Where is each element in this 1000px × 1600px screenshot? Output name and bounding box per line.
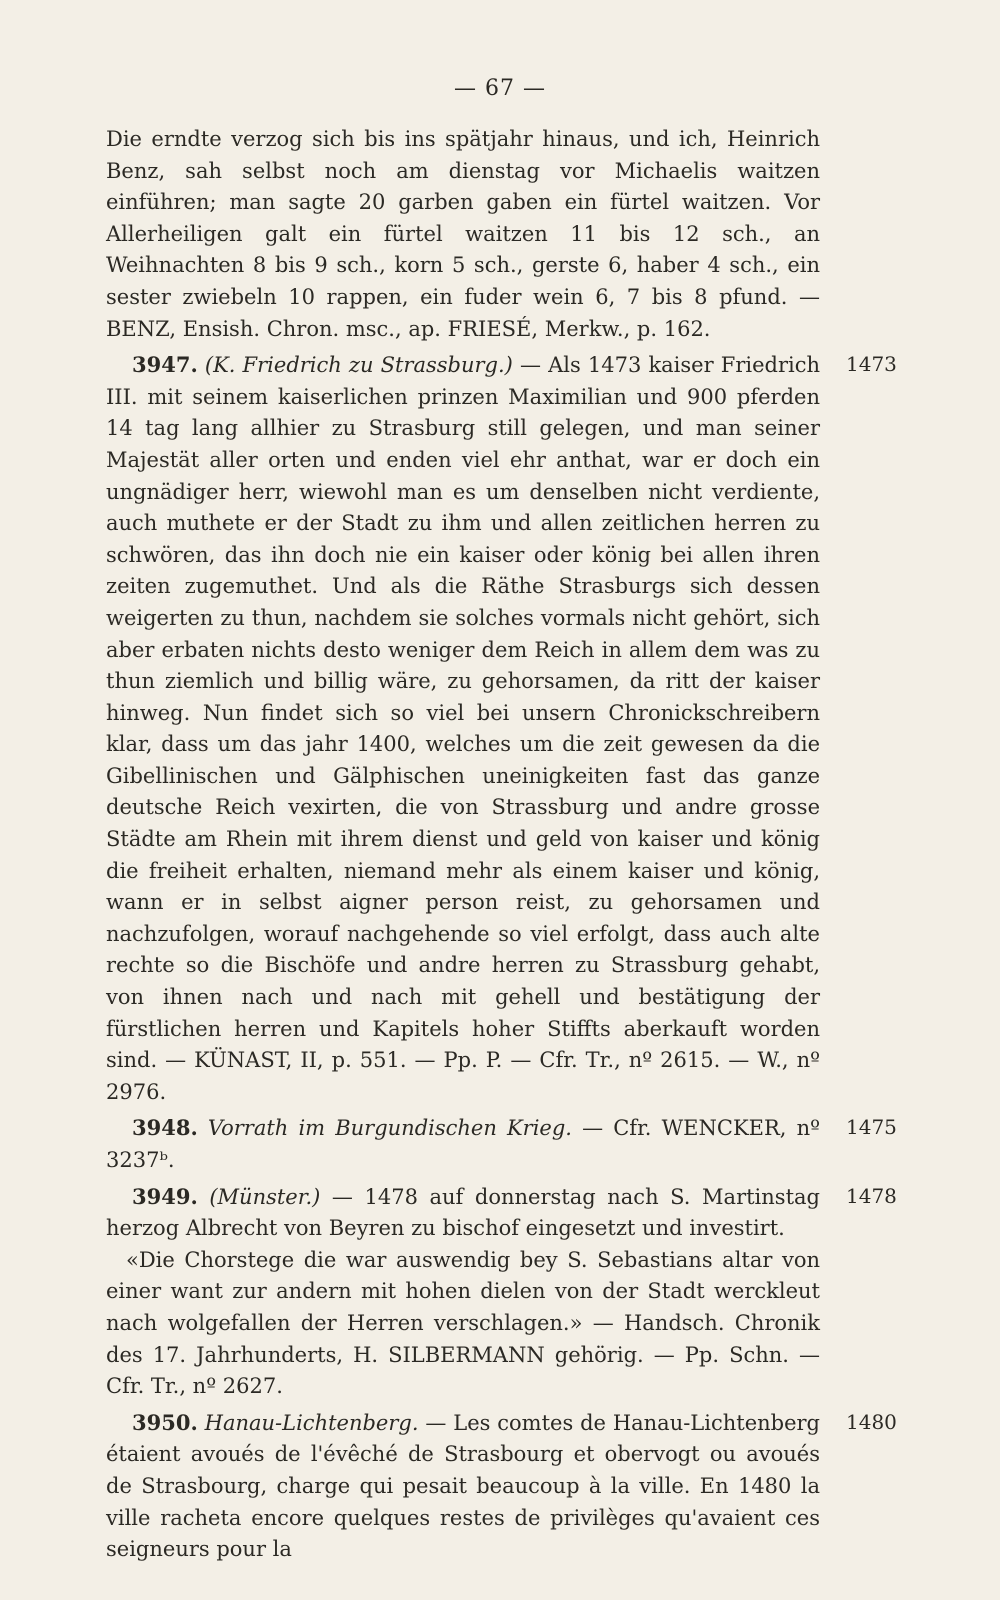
margin-year: 1480 [846,1409,897,1434]
entry-number: 3950. [132,1409,198,1435]
entry-number: 3948. [132,1115,198,1141]
entry-paragraph [106,1181,820,1245]
entry-paragraph [106,349,820,1108]
entry-number: 3947. [132,352,198,378]
entry-paragraph [106,1407,820,1566]
text-body [106,124,897,1566]
entry-heading: (K. Friedrich zu Strassburg.) [204,353,513,378]
entry-text: — Les comtes de Hanau-Lichtenberg étaient avoués de l'évêché de Strasbourg et obervogt ou avoués de Strasbourg, charge qui pesait beaucoup à la ville. En 1480 la ville racheta encore quelques restes de privilèges qu'avaient ces seigneurs pour la [106,1410,821,1562]
entry-3947 [106,349,897,1108]
entry-3950 [106,1407,897,1566]
margin-year: 1478 [846,1183,897,1208]
page-number: — 67 — [454,76,546,101]
entry-heading: (Münster.) [209,1184,321,1209]
entry-quote: «Die Chorstege die war auswendig bey S. Sebastians altar von einer want zur andern mit hohen dielen von der Stadt werckleut nach wolgefallen der Herren verschlagen.» — Handsch. Chronik des 17. Jahrhunderts, H. SILBERMANN gehörig. — Pp. Schn. — Cfr. Tr., nº 2627. [106,1247,820,1399]
entry-text: — 1478 auf donnerstag nach S. Martinstag herzog Albrecht von Beyren zu bischof eingesetzt und investirt. [106,1184,820,1241]
entry-paragraph [106,1112,820,1176]
entry-heading: Hanau-Lichtenberg. [204,1410,419,1435]
margin-year: 1473 [846,352,897,377]
entry-number: 3949. [132,1183,198,1209]
entry-heading: Vorrath im Burgundischen Krieg. [207,1116,572,1141]
entry-text: — Cfr. WENCKER, nº 3237ᵇ. [106,1116,820,1172]
entry-text: — Als 1473 kaiser Friedrich III. mit seinem kaiserlichen prinzen Maximilian und 900 pferden 14 tag lang allhier zu Strasburg still gelegen, und man seiner Majestät aller orten und enden viel ehr anthat, war er doch ein ungnädiger herr, wiewohl man es um denselben nicht verdiente, auch muthete er der Stadt zu ihm und allen zeitlichen herren zu schwören, das ihn doch nie ein kaiser oder könig bei allen ihren zeiten zugemuthet. Und als die Räthe Strasburgs sich dessen weigerten zu thun, nachdem sie solches vormals nicht gehört, sich aber erbaten nichts desto weniger dem Reich in allem dem was zu thun ziemlich und billig wäre, zu gehorsamen, da ritt der kaiser hinweg. Nun findet sich so viel bei unsern Chronickschreibern klar, dass um das jahr 1400, welches um die zeit gewesen da die Gibellinischen und Gälphischen uneinigkeiten fast das ganze deutsche Reich vexirten, die von Strassburg und andre grosse Städte am Rhein mit ihrem dienst und geld von kaiser und könig die freiheit erhalten, niemand mehr als einem kaiser und könig, wann er in selbst aigner person reist, zu gehorsamen und nachzufolgen, worauf nachgehende so viel erfolgt, dass auch alte rechte so die Bischöfe und andre herren zu Strassburg gehabt, von ihnen nach und nach mit gehell und bestätigung der fürstlichen herren und Kapitels hoher Stiffts aberkauft worden sind. — KÜNAST, II, p. 551. — Pp. P. — Cfr. Tr., nº 2615. — W., nº 2976. [106,353,820,1104]
entry-3948 [106,1112,897,1176]
margin-year: 1475 [846,1115,897,1140]
entry-3949 [106,1181,897,1403]
intro-paragraph: Die erndte verzog sich bis ins spätjahr hinaus, und ich, Heinrich Benz, sah selbst noch am dienstag vor Michaelis waitzen einführen; man sagte 20 garben gaben ein fürtel waitzen. Vor Allerheiligen galt ein fürtel waitzen 11 bis 12 sch., an Weihnachten 8 bis 9 sch., korn 5 sch., gerste 6, haber 4 sch., ein sester zwiebeln 10 rappen, ein fuder wein 6, 7 bis 8 pfund. — BENZ, Ensish. Chron. msc., ap. FRIESÉ, Merkw., p. 162. [106,127,820,341]
